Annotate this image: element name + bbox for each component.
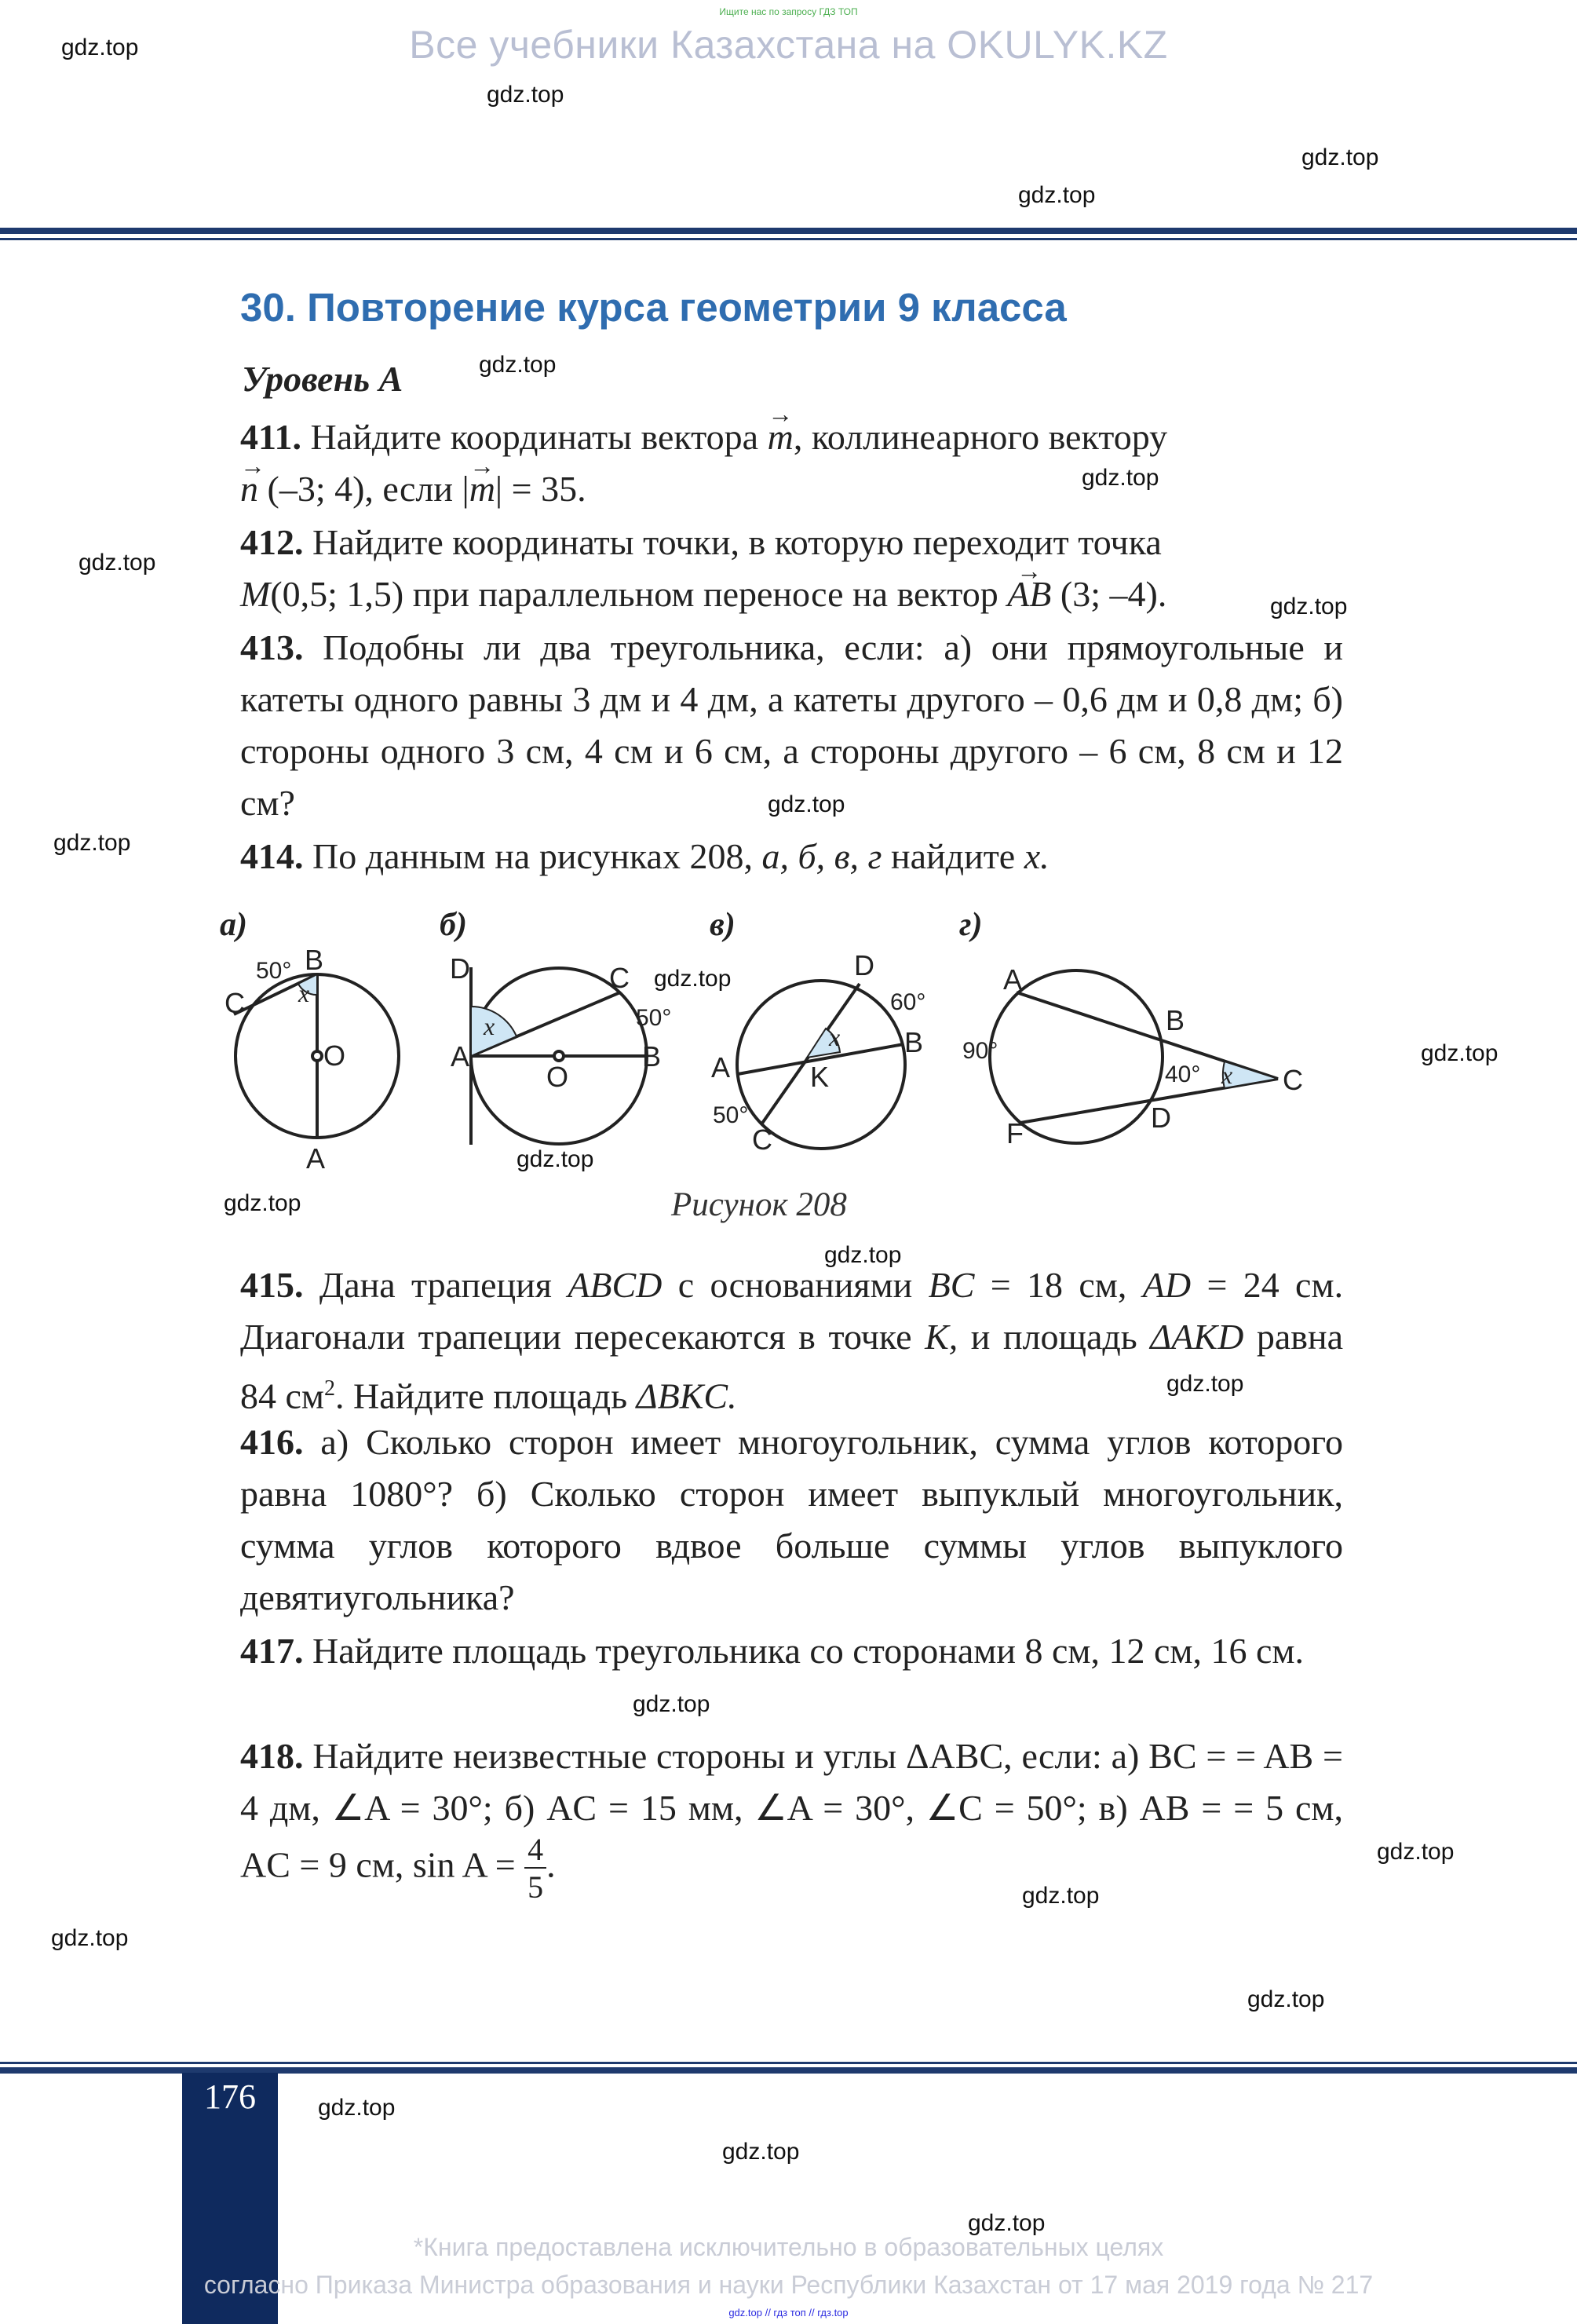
watermark: gdz.top (654, 966, 732, 992)
problem-415 (240, 1259, 1343, 1422)
problem-text: с основаниями (677, 1265, 913, 1305)
problem-text: Дана трапеция (319, 1265, 552, 1305)
angle-label: 40° (1165, 1062, 1201, 1087)
problem-text: . Найдите площадь (335, 1376, 628, 1416)
footer-legal: согласно Приказа Министра образования и науки Республики Казахстан от 17 мая 2019 года № 217 (203, 2271, 1374, 2299)
point-label: B (642, 1040, 662, 1072)
point-label: C (609, 962, 630, 994)
problem-text: и площадь (970, 1317, 1137, 1357)
point-label: O (546, 1061, 569, 1093)
watermark: gdz.top (1082, 465, 1159, 491)
math-ad: AD (1142, 1265, 1192, 1305)
panel-label-b: б) (440, 907, 467, 943)
problem-number: 415. (240, 1265, 304, 1305)
watermark: gdz.top (479, 352, 557, 378)
watermark: gdz.top (1247, 1986, 1325, 2012)
watermark: gdz.top (517, 1146, 594, 1172)
vector-m: → m (469, 463, 495, 515)
point-m: M (240, 574, 271, 614)
watermark: gdz.top (61, 35, 139, 60)
problem-412 (240, 517, 1343, 620)
footer-links[interactable]: gdz.top // гдз топ // гдз.top (728, 2307, 849, 2319)
panel-label-a: а) (220, 907, 247, 943)
point-label: A (306, 1142, 326, 1175)
watermark: gdz.top (487, 82, 564, 108)
watermark: gdz.top (1421, 1040, 1499, 1066)
math-k: K, (925, 1317, 958, 1357)
section-title: 30. Повторение курса геометрии 9 класса (240, 285, 1067, 330)
problem-text: Подобны ли два треугольника, если: а) они прямоугольные и катеты одного равны 3 дм и 4 дм, а катеты другого – 0,6 дм и 0,8 дм; б) стороны одного 3 см, 4 см и 6 см, а стороны другого – 6 см, 8 см и 12 см? (240, 627, 1344, 823)
problem-text: Найдите координаты точки, в которую переходит точка (312, 522, 1162, 562)
level-heading: Уровень А (242, 359, 403, 399)
fraction: $\frac{4}{5}$ (524, 1834, 546, 1903)
angle-label: 60° (890, 989, 926, 1015)
watermark: gdz.top (1270, 594, 1348, 619)
vector-n: → n (240, 463, 258, 515)
panel-label-v: в) (710, 907, 736, 943)
problem-text: . (546, 1844, 556, 1885)
point-label: C (225, 987, 245, 1019)
point-label: A (1003, 963, 1023, 996)
site-banner[interactable]: Все учебники Казахстана на OKULYK.KZ (409, 23, 1168, 67)
vector-ab: → AB (1007, 568, 1051, 620)
angle-label: 50° (713, 1102, 749, 1128)
watermark: gdz.top (78, 550, 156, 576)
problem-text: Найдите координаты вектора (310, 417, 759, 457)
angle-label: 50° (636, 1005, 672, 1031)
watermark: gdz.top (633, 1691, 710, 1717)
watermark: gdz.top (722, 2139, 800, 2165)
var-label: x (829, 1023, 841, 1051)
point-label: C (752, 1124, 772, 1156)
header-rule-thin (0, 238, 1577, 240)
problem-text: | = 35. (495, 469, 586, 509)
point-label: B (1166, 1004, 1185, 1036)
point-label: B (305, 944, 324, 976)
vector-m: → m (768, 411, 794, 463)
angle-label: 90° (962, 1038, 998, 1064)
panel-label-g: г) (959, 907, 983, 943)
variable-x: x. (1024, 836, 1050, 876)
footer-rule-thin (0, 2062, 1577, 2064)
var-label: x (1221, 1061, 1233, 1089)
watermark: gdz.top (1166, 1371, 1244, 1397)
problem-number: 418. (240, 1736, 304, 1776)
problem-416 (240, 1416, 1343, 1624)
superscript: 2 (324, 1376, 336, 1401)
math-bkc: ΔBKC. (636, 1376, 737, 1416)
watermark: gdz.top (53, 830, 131, 856)
figure-panel-a (234, 974, 399, 1138)
point-label: D (1151, 1102, 1171, 1134)
top-hint: Ищите нас по запросу ГДЗ ТОП (719, 6, 858, 17)
figure-letters: а, б, в, г (761, 836, 882, 876)
problem-text: а) Сколько сторон имеет многоугольник, сумма углов которого равна 1080°? б) Сколько сторон имеет выпуклый многоугольник, сумма углов которого вдвое больше суммы углов выпуклого девятиугольника? (240, 1422, 1343, 1617)
problem-417 (240, 1625, 1343, 1677)
problem-number: 413. (240, 627, 304, 667)
watermark: gdz.top (824, 1242, 902, 1268)
figure-panel-g (990, 970, 1278, 1143)
problem-text: = 24 см. Диагонали трапеции пересекаются в точке (240, 1265, 1344, 1357)
problem-text: (–3; 4), если | (258, 469, 469, 509)
watermark: gdz.top (318, 2095, 396, 2121)
problem-number: 412. (240, 522, 304, 562)
watermark: gdz.top (1022, 1883, 1100, 1909)
problem-413 (240, 622, 1343, 829)
center-o (312, 1051, 322, 1061)
var-label: x (298, 979, 310, 1007)
problem-414 (240, 831, 1343, 882)
header-rule-thick (0, 228, 1577, 234)
point-label: K (810, 1061, 830, 1093)
problem-text: найдите (891, 836, 1016, 876)
var-label: x (484, 1012, 495, 1040)
watermark: gdz.top (768, 791, 845, 817)
problem-text: , коллинеарного вектору (793, 417, 1168, 457)
point-label: F (1006, 1117, 1024, 1149)
watermark: gdz.top (1377, 1839, 1455, 1865)
math-bc: BC (928, 1265, 975, 1305)
point-label: A (451, 1040, 470, 1072)
problem-text: Найдите неизвестные стороны и углы ΔABC, если: а) BC = = AB = 4 дм, ∠A = 30°; б) AC = 15 мм, ∠A = 30°, ∠C = 50°; в) AB = = 5 см, AC = 9 см, sin A = (240, 1736, 1344, 1885)
point-label: B (904, 1026, 924, 1058)
problem-text: (3; –4). (1051, 574, 1167, 614)
problem-411 (240, 411, 1343, 515)
problem-text: равна 84 см (240, 1317, 1344, 1416)
math-abcd: ABCD (568, 1265, 663, 1305)
point-label: O (323, 1040, 346, 1072)
page-number: 176 (204, 2077, 256, 2116)
problem-text: = 18 см, (990, 1265, 1127, 1305)
problem-text: (0,5; 1,5) при параллельном переносе на вектор (270, 574, 998, 614)
watermark: gdz.top (1301, 144, 1379, 170)
point-label: A (711, 1051, 731, 1083)
point-label: D (854, 949, 874, 981)
problem-text: По данным на рисунках 208, (312, 836, 753, 876)
problem-number: 417. (240, 1631, 304, 1671)
point-label: C (1283, 1064, 1303, 1096)
watermark: gdz.top (51, 1925, 129, 1951)
math-akd: ΔAKD (1150, 1317, 1244, 1357)
problem-text: Найдите площадь треугольника со сторонами 8 см, 12 см, 16 см. (312, 1631, 1305, 1671)
watermark: gdz.top (1018, 182, 1096, 208)
footer-note: *Книга предоставлена исключительно в образовательных целях (413, 2233, 1164, 2261)
point-label: D (450, 952, 470, 985)
watermark: gdz.top (224, 1190, 301, 1216)
figure-208 (0, 903, 1577, 1186)
problem-number: 414. (240, 836, 304, 876)
figure-caption: Рисунок 208 (671, 1186, 847, 1223)
problem-418 (240, 1730, 1343, 1903)
problem-number: 411. (240, 417, 301, 457)
watermark: gdz.top (968, 2210, 1046, 2236)
problem-number: 416. (240, 1422, 304, 1462)
angle-label: 50° (256, 958, 292, 984)
center-o (554, 1051, 564, 1061)
